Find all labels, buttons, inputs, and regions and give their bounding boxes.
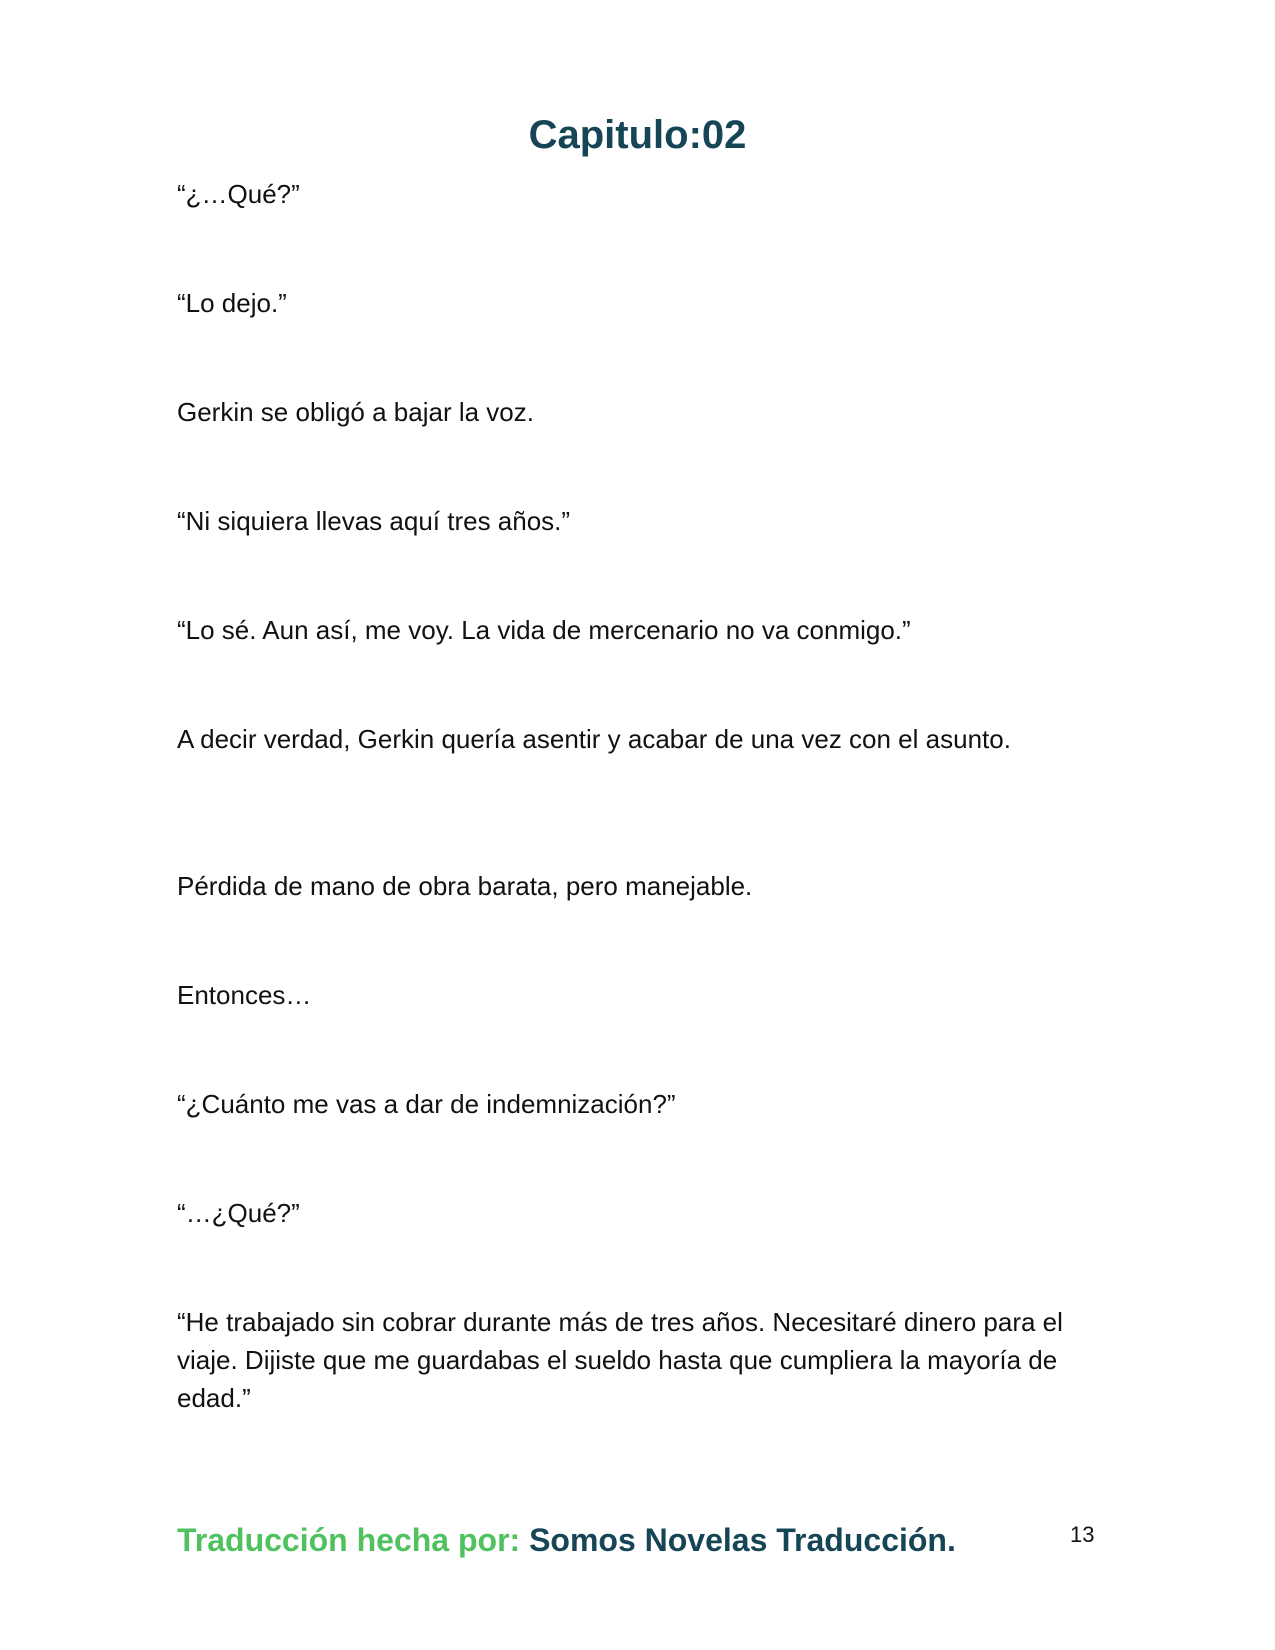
page-number: 13 (1070, 1522, 1095, 1547)
paragraph: “¿…Qué?” (177, 179, 300, 209)
paragraph: Pérdida de mano de obra barata, pero manejable. (177, 871, 753, 901)
paragraph: “Ni siquiera llevas aquí tres años.” (177, 506, 571, 536)
paragraph: “¿Cuánto me vas a dar de indemnización?” (177, 1089, 676, 1119)
chapter-title: Capitulo:02 (528, 113, 747, 157)
credit-label: Traducción hecha por: (177, 1522, 521, 1558)
paragraph: Gerkin se obligó a bajar la voz. (177, 397, 534, 427)
paragraph: Entonces… (177, 980, 312, 1010)
translation-credit (177, 1520, 956, 1560)
paragraph: “…¿Qué?” (177, 1198, 300, 1228)
paragraph: “Lo sé. Aun así, me voy. La vida de mercenario no va conmigo.” (177, 615, 911, 645)
credit-name: Somos Novelas Traducción. (529, 1522, 956, 1558)
paragraph: “Lo dejo.” (177, 288, 287, 318)
paragraph: A decir verdad, Gerkin quería asentir y acabar de una vez con el asunto. (177, 724, 1011, 754)
paragraph: “He trabajado sin cobrar durante más de tres años. Necesitaré dinero para el viaje. Dijiste que me guardabas el sueldo hasta que cumpliera la mayoría de edad.” (177, 1307, 1063, 1413)
